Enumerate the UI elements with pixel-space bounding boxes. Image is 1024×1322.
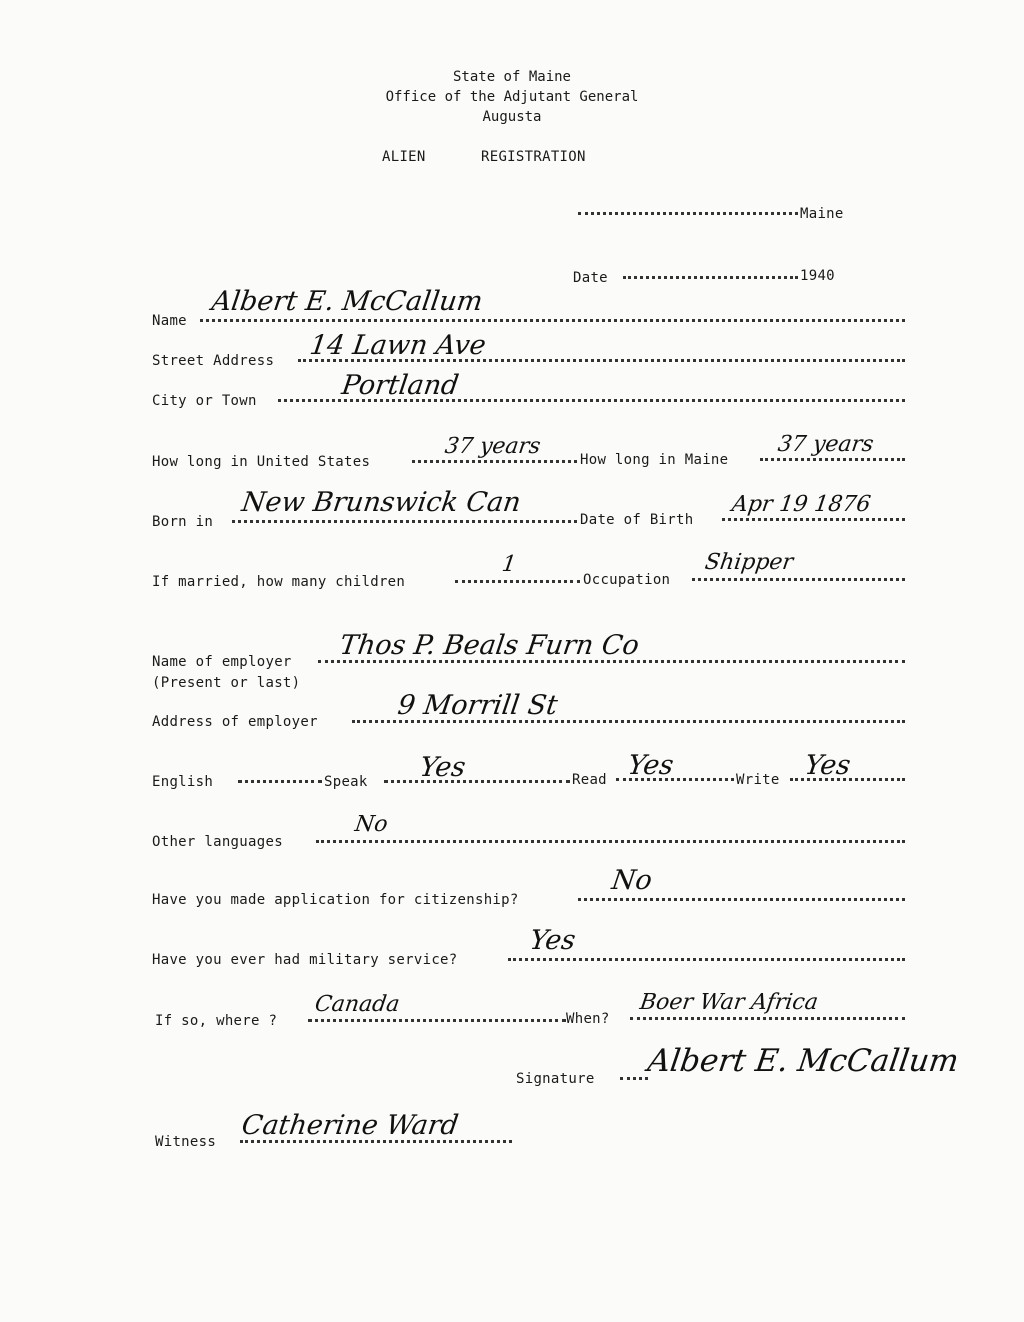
how-long-us-label: How long in United States [152, 454, 371, 470]
employer-label: Name of employer [152, 654, 292, 670]
military-value: Yes [527, 925, 578, 956]
date-year: 1940 [800, 268, 835, 284]
when-value: Boer War Africa [638, 990, 820, 1015]
occupation-label: Occupation [583, 572, 671, 588]
place-dots [578, 212, 798, 215]
how-long-maine-dots [760, 458, 905, 461]
dob-value: Apr 19 1876 [730, 492, 873, 517]
read-label: Read [572, 772, 607, 788]
header-office: Office of the Adjutant General [385, 89, 639, 105]
military-dots [508, 958, 905, 961]
occupation-value: Shipper [703, 550, 795, 575]
how-long-us-dots [412, 460, 577, 463]
employer-value: Thos P. Beals Furn Co [337, 630, 642, 661]
born-in-value: New Brunswick Can [239, 487, 523, 518]
military-label: Have you ever had military service? [152, 952, 458, 968]
when-label: When? [566, 1011, 610, 1027]
citizenship-label: Have you made application for citizenship? [152, 892, 519, 908]
occupation-dots [692, 578, 905, 581]
read-value: Yes [625, 750, 676, 781]
english-label: English [152, 774, 214, 790]
street-value: 14 Lawn Ave [307, 330, 488, 361]
how-long-maine-label: How long in Maine [580, 452, 729, 468]
signature-dots [620, 1077, 648, 1080]
dob-dots [722, 518, 905, 521]
employer-note: (Present or last) [152, 675, 301, 691]
if-so-where-label: If so, where ? [155, 1013, 278, 1029]
how-long-maine-value: 37 years [776, 432, 876, 457]
where-dots [308, 1019, 566, 1022]
title-registration: REGISTRATION [481, 149, 586, 165]
other-languages-value: No [353, 812, 390, 837]
born-in-dots [232, 520, 577, 523]
citizenship-dots [578, 898, 905, 901]
dob-label: Date of Birth [580, 512, 694, 528]
speak-value: Yes [417, 752, 468, 783]
city-value: Portland [339, 370, 461, 401]
how-long-us-value: 37 years [443, 434, 543, 459]
name-label: Name [152, 313, 187, 329]
when-dots [630, 1017, 905, 1020]
other-languages-dots [316, 840, 905, 843]
other-languages-label: Other languages [152, 834, 283, 850]
employer-address-value: 9 Morrill St [395, 690, 560, 721]
street-label: Street Address [152, 353, 275, 369]
header-state: State of Maine [452, 69, 571, 85]
city-label: City or Town [152, 393, 257, 409]
signature-value: Albert E. McCallum [645, 1043, 961, 1079]
write-label: Write [736, 772, 780, 788]
english-dots [238, 780, 322, 783]
header-city: Augusta [482, 109, 542, 125]
citizenship-value: No [609, 865, 655, 896]
speak-label: Speak [324, 774, 368, 790]
date-dots [623, 276, 798, 279]
witness-label: Witness [155, 1134, 217, 1150]
where-value: Canada [313, 992, 402, 1017]
born-in-label: Born in [152, 514, 214, 530]
date-label: Date [573, 270, 608, 286]
speak-dots [384, 780, 570, 783]
name-dots [200, 319, 905, 322]
signature-label: Signature [516, 1071, 595, 1087]
employer-address-label: Address of employer [152, 714, 318, 730]
children-dots [455, 580, 580, 583]
write-value: Yes [802, 750, 853, 781]
witness-value: Catherine Ward [239, 1110, 461, 1141]
children-value: 1 [500, 552, 518, 577]
place-suffix: Maine [800, 206, 844, 222]
title-alien: ALIEN [382, 149, 426, 165]
name-value: Albert E. McCallum [209, 286, 485, 317]
children-label: If married, how many children [152, 574, 406, 590]
